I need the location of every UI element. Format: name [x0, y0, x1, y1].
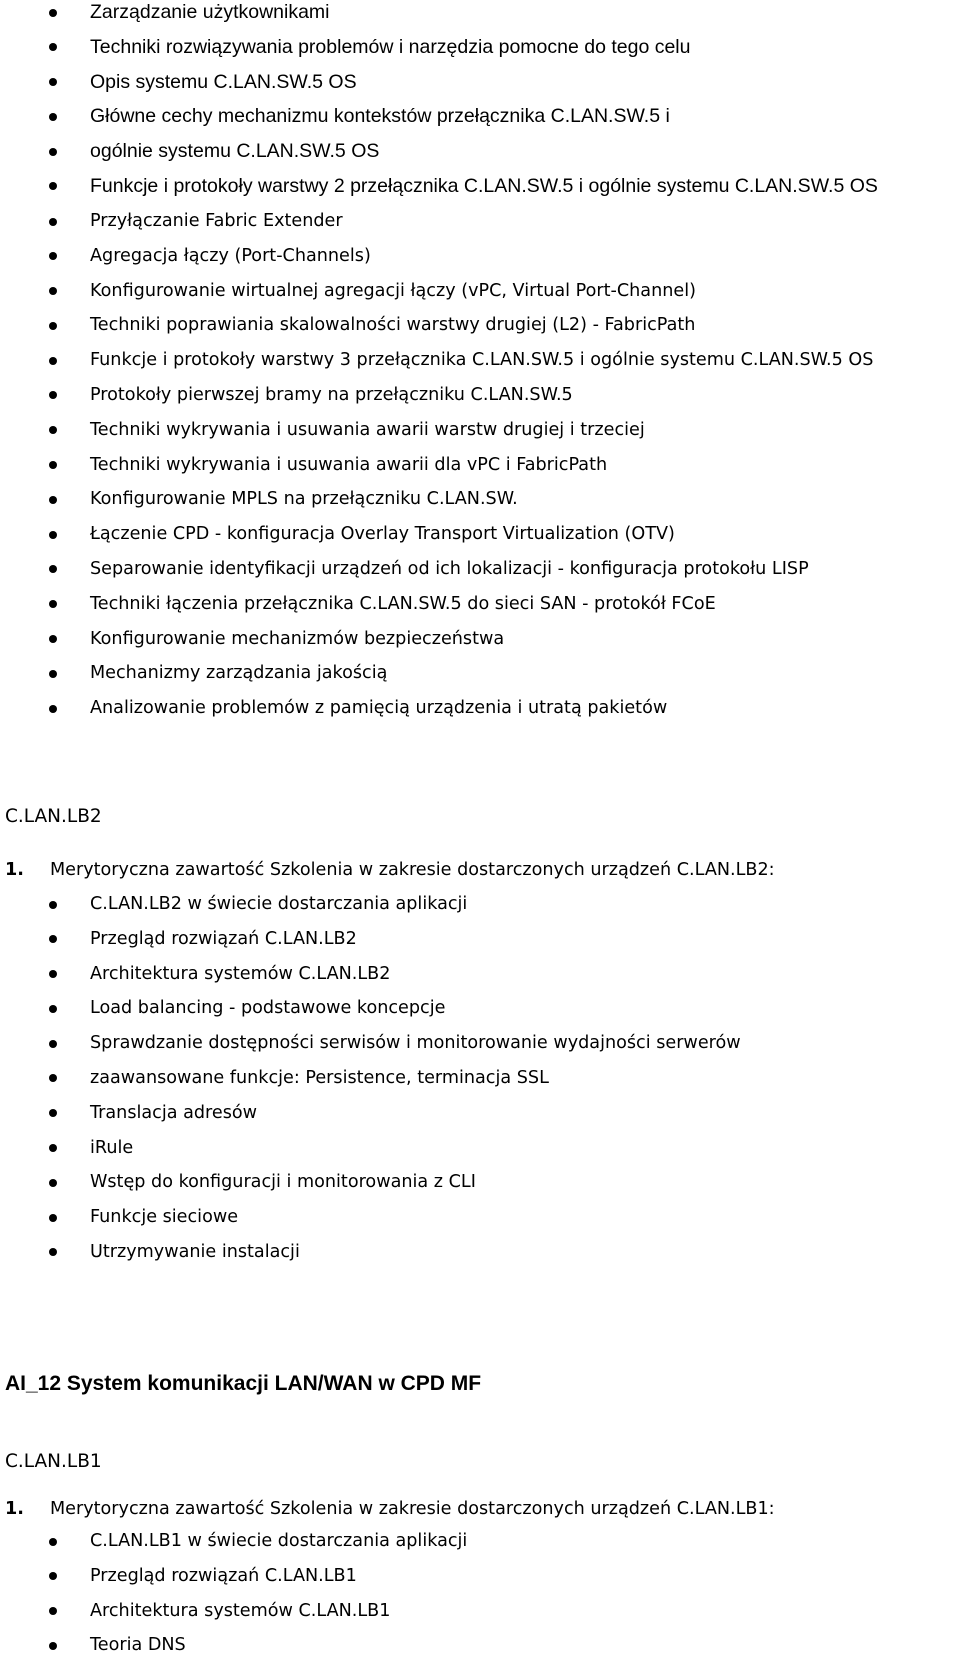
list-item: Przyłączanie Fabric Extender	[0, 204, 960, 239]
list-item: Architektura systemów C.LAN.LB2	[0, 957, 960, 992]
lb2-number: 1.	[5, 860, 24, 880]
list-item: Przegląd rozwiązań C.LAN.LB1	[0, 1559, 960, 1594]
lb2-intro-text: Merytoryczna zawartość Szkolenia w zakresie dostarczonych urządzeń C.LAN.LB2:	[50, 860, 775, 880]
list-item: iRule	[0, 1131, 960, 1166]
list-item: Funkcje i protokoły warstwy 2 przełącznika C.LAN.SW.5 i ogólnie systemu C.LAN.SW.5 OS	[0, 169, 960, 204]
bullet-list-top-calibri	[0, 204, 960, 726]
list-item: Architektura systemów C.LAN.LB1	[0, 1594, 960, 1629]
section-title: AI_12 System komunikacji LAN/WAN w CPD MF	[5, 1372, 482, 1395]
lb2-heading: C.LAN.LB2	[5, 806, 102, 827]
list-item: Techniki rozwiązywania problemów i narzędzia pomocne do tego celu	[0, 30, 960, 65]
list-item: Analizowanie problemów z pamięcią urządzenia i utratą pakietów	[0, 691, 960, 726]
list-item: Konfigurowanie wirtualnej agregacji łączy (vPC, Virtual Port-Channel)	[0, 274, 960, 309]
list-item: Konfigurowanie mechanizmów bezpieczeństwa	[0, 622, 960, 657]
list-item: Teoria DNS	[0, 1628, 960, 1663]
list-item: Mechanizmy zarządzania jakością	[0, 656, 960, 691]
lb1-intro-text: Merytoryczna zawartość Szkolenia w zakresie dostarczonych urządzeń C.LAN.LB1:	[50, 1499, 775, 1519]
list-item: Sprawdzanie dostępności serwisów i monitorowanie wydajności serwerów	[0, 1026, 960, 1061]
list-item: Techniki poprawiania skalowalności warstwy drugiej (L2) - FabricPath	[0, 308, 960, 343]
list-item: Główne cechy mechanizmu kontekstów przełącznika C.LAN.SW.5 i	[0, 99, 960, 134]
lb1-heading: C.LAN.LB1	[5, 1451, 102, 1472]
list-item: C.LAN.LB1 w świecie dostarczania aplikacji	[0, 1524, 960, 1559]
list-item: Protokoły pierwszej bramy na przełączniku C.LAN.SW.5	[0, 378, 960, 413]
list-item: Load balancing - podstawowe koncepcje	[0, 991, 960, 1026]
list-item: Opis systemu C.LAN.SW.5 OS	[0, 65, 960, 100]
list-item: Funkcje sieciowe	[0, 1200, 960, 1235]
list-item: C.LAN.LB2 w świecie dostarczania aplikacji	[0, 887, 960, 922]
lb1-number: 1.	[5, 1499, 24, 1519]
list-item: ogólnie systemu C.LAN.SW.5 OS	[0, 134, 960, 169]
list-item: Funkcje i protokoły warstwy 3 przełącznika C.LAN.SW.5 i ogólnie systemu C.LAN.SW.5 OS	[0, 343, 960, 378]
bullet-list-top-arial	[0, 0, 960, 204]
list-item: Wstęp do konfiguracji i monitorowania z CLI	[0, 1165, 960, 1200]
bullet-list-lb2	[0, 887, 960, 1270]
list-item: Zarządzanie użytkownikami	[0, 0, 960, 30]
list-item: Separowanie identyfikacji urządzeń od ich lokalizacji - konfiguracja protokołu LISP	[0, 552, 960, 587]
lb1-intro	[5, 1499, 775, 1519]
list-item: Łączenie CPD - konfiguracja Overlay Transport Virtualization (OTV)	[0, 517, 960, 552]
lb2-intro	[5, 860, 775, 880]
list-item: Agregacja łączy (Port-Channels)	[0, 239, 960, 274]
list-item: zaawansowane funkcje: Persistence, terminacja SSL	[0, 1061, 960, 1096]
bullet-list-lb1	[0, 1524, 960, 1663]
list-item: Utrzymywanie instalacji	[0, 1235, 960, 1270]
list-item: Translacja adresów	[0, 1096, 960, 1131]
list-item: Przegląd rozwiązań C.LAN.LB2	[0, 922, 960, 957]
list-item: Konfigurowanie MPLS na przełączniku C.LAN.SW.	[0, 482, 960, 517]
list-item: Techniki wykrywania i usuwania awarii dla vPC i FabricPath	[0, 448, 960, 483]
list-item: Techniki wykrywania i usuwania awarii warstw drugiej i trzeciej	[0, 413, 960, 448]
list-item: Techniki łączenia przełącznika C.LAN.SW.5 do sieci SAN - protokół FCoE	[0, 587, 960, 622]
